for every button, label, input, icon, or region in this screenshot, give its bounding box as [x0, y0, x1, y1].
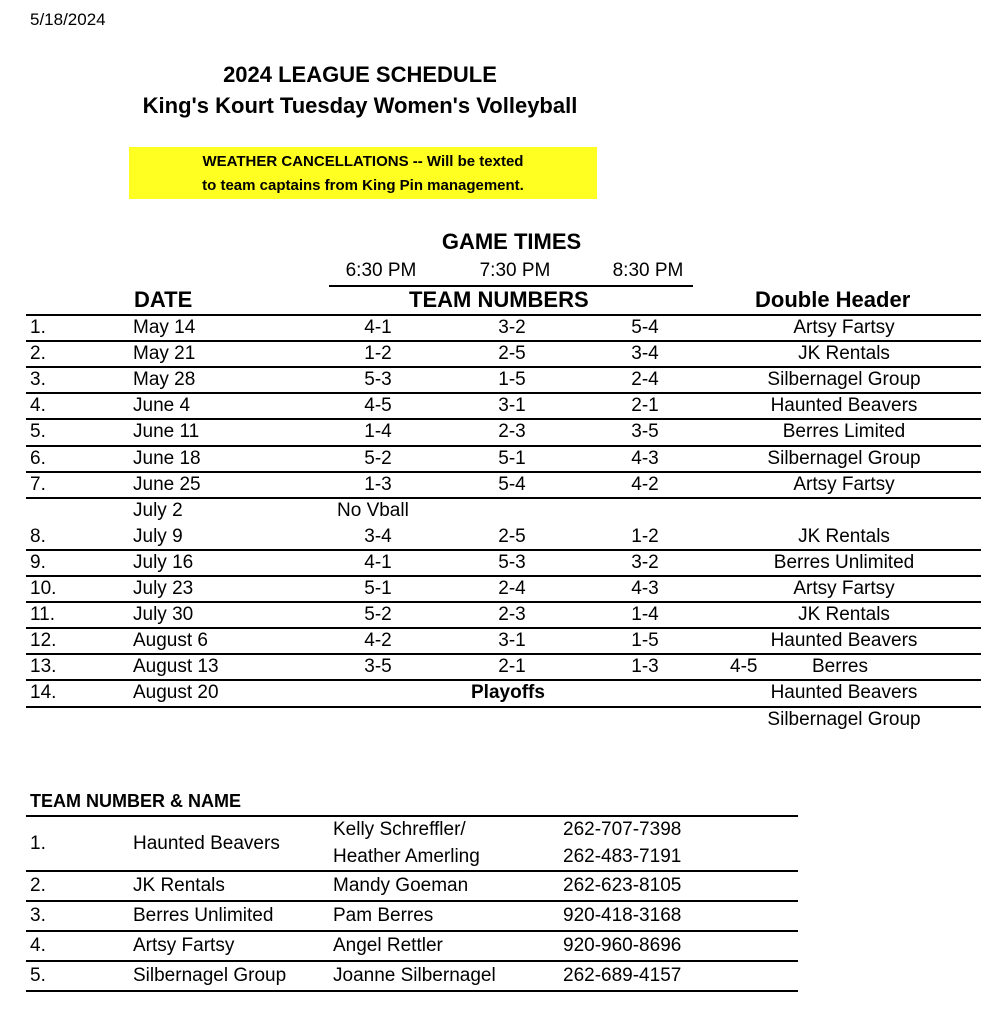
team-number: 2.	[30, 875, 46, 896]
captain-phone: 920-960-8696	[563, 935, 682, 956]
matchup-730: 2-1	[498, 656, 526, 678]
row-number: 1.	[30, 317, 46, 338]
double-header-team: Artsy Fartsy	[793, 578, 895, 599]
team-name: Berres Unlimited	[133, 905, 274, 926]
teams-row-rule	[26, 930, 798, 932]
double-header-team: Berres Limited	[782, 421, 906, 443]
teams-row-rule	[26, 870, 798, 872]
matchup-730: 2-5	[498, 343, 526, 365]
row-number: 3.	[30, 369, 46, 391]
team-number: 1.	[30, 832, 46, 854]
team-number: 4.	[30, 935, 46, 956]
matchup-630: 5-3	[364, 369, 392, 391]
print-date: 5/18/2024	[30, 10, 106, 29]
game-date: May 28	[133, 369, 196, 391]
time-630: 6:30 PM	[345, 260, 417, 281]
matchup-830: 4-3	[631, 578, 659, 599]
double-header-team: Haunted Beavers	[770, 395, 918, 417]
captain-name: Mandy Goeman	[333, 875, 469, 896]
matchup-630: 1-4	[364, 421, 392, 443]
team-name: Artsy Fartsy	[133, 935, 235, 956]
matchup-730: 3-1	[498, 630, 526, 652]
date-column-header: DATE	[134, 287, 193, 312]
matchup-730: 2-3	[498, 604, 526, 626]
double-header-column-header: Double Header	[755, 287, 911, 312]
teams-row-rule	[26, 900, 798, 902]
matchup-730: 5-3	[498, 551, 526, 573]
time-730: 7:30 PM	[479, 260, 551, 281]
game-date: May 14	[133, 317, 196, 338]
matchup-730: 5-4	[498, 473, 526, 495]
double-header-team: JK Rentals	[798, 343, 890, 365]
double-header-team: JK Rentals	[798, 525, 890, 547]
team-numbers-header: TEAM NUMBERS	[409, 287, 589, 312]
teams-row-rule	[26, 990, 798, 992]
page-title: 2024 LEAGUE SCHEDULE	[223, 62, 497, 87]
matchup-830: 4-2	[631, 473, 659, 495]
no-game-note: No Vball	[337, 499, 409, 521]
row-number: 4.	[30, 395, 46, 417]
matchup-830: 3-2	[631, 551, 659, 573]
row-number: 7.	[30, 473, 46, 495]
weather-notice	[129, 147, 597, 199]
game-date: May 21	[133, 343, 196, 365]
teams-table-header: TEAM NUMBER & NAME	[30, 791, 241, 811]
captain-name: Pam Berres	[333, 905, 434, 926]
captain-phone: 262-707-7398	[563, 819, 682, 840]
matchup-730: 1-5	[498, 369, 526, 391]
double-header-team: Haunted Beavers	[770, 630, 918, 652]
game-date: June 4	[133, 395, 191, 417]
double-header-team-extra: Silbernagel Group	[767, 709, 921, 731]
matchup-730: 2-4	[498, 578, 526, 599]
row-number: 10.	[30, 578, 57, 599]
row-number: 12.	[30, 630, 57, 652]
row-number: 5.	[30, 421, 46, 443]
matchup-630: 4-1	[364, 551, 392, 573]
game-date: July 9	[133, 525, 183, 547]
game-date: July 23	[133, 578, 194, 599]
captain-phone: 262-483-7191	[563, 846, 682, 867]
row-number: 13.	[30, 656, 57, 678]
captain-name: Angel Rettler	[333, 935, 443, 956]
matchup-830: 4-3	[631, 447, 659, 469]
captain-phone: 262-623-8105	[563, 875, 682, 896]
matchup-830: 3-5	[631, 421, 659, 443]
double-header-team: Berres	[812, 656, 868, 678]
team-name: Silbernagel Group	[133, 965, 287, 986]
game-date: June 25	[133, 473, 201, 495]
matchup-730: 5-1	[498, 447, 526, 469]
double-header-team: Silbernagel Group	[767, 369, 921, 391]
teams-row-rule	[26, 960, 798, 962]
game-date: July 16	[133, 551, 194, 573]
matchup-830: 2-4	[631, 369, 659, 391]
game-date: July 2	[133, 499, 183, 521]
time-830: 8:30 PM	[612, 260, 684, 281]
game-times-heading: GAME TIMES	[441, 229, 582, 254]
weather-notice-line2: to team captains from King Pin management.	[202, 177, 524, 194]
double-header-matchup: 4-5	[730, 656, 758, 678]
matchup-630: 3-4	[364, 525, 392, 547]
matchup-830: 2-1	[631, 395, 659, 417]
captain-name: Joanne Silbernagel	[333, 965, 496, 986]
row-number: 14.	[30, 682, 57, 704]
row-number: 8.	[30, 525, 46, 547]
matchup-630: 1-3	[364, 473, 392, 495]
double-header-team: Artsy Fartsy	[793, 317, 895, 338]
matchup-630: 5-1	[364, 578, 392, 599]
matchup-630: 5-2	[364, 447, 392, 469]
matchup-830: 1-5	[631, 630, 659, 652]
page-subtitle: King's Kourt Tuesday Women's Volleyball	[142, 93, 578, 118]
matchup-630: 4-1	[364, 317, 392, 338]
row-number: 9.	[30, 551, 46, 573]
matchup-630: 5-2	[364, 604, 392, 626]
matchup-630: 1-2	[364, 343, 392, 365]
team-name: JK Rentals	[133, 875, 225, 896]
game-date: July 30	[133, 604, 194, 626]
matchup-630: 3-5	[364, 656, 392, 678]
double-header-team: Haunted Beavers	[770, 682, 918, 704]
double-header-team: Artsy Fartsy	[793, 473, 895, 495]
matchup-830: 3-4	[631, 343, 659, 365]
double-header-team: Berres Unlimited	[773, 551, 915, 573]
team-name: Haunted Beavers	[133, 832, 280, 854]
game-date: June 18	[133, 447, 201, 469]
double-header-team: JK Rentals	[798, 604, 890, 626]
double-header-team: Silbernagel Group	[767, 447, 921, 469]
matchup-730: 2-3	[498, 421, 526, 443]
row-number: 11.	[30, 604, 56, 626]
matchup-830: 5-4	[631, 317, 659, 338]
matchup-630: 4-2	[364, 630, 392, 652]
matchup-730: 3-2	[498, 317, 526, 338]
team-number: 3.	[30, 905, 46, 926]
captain-phone: 920-418-3168	[563, 905, 682, 926]
game-date: August 6	[133, 630, 208, 652]
matchup-830: 1-3	[631, 656, 659, 678]
row-number: 2.	[30, 343, 46, 365]
captain-phone: 262-689-4157	[563, 965, 682, 986]
captain-name: Heather Amerling	[333, 846, 480, 867]
team-number: 5.	[30, 965, 46, 986]
matchup-730: 3-1	[498, 395, 526, 417]
matchup-730: 2-5	[498, 525, 526, 547]
game-date: August 13	[133, 656, 219, 678]
captain-name: Kelly Schreffler/	[333, 819, 466, 840]
matchup-830: 1-2	[631, 525, 659, 547]
matchup-830: 1-4	[631, 604, 659, 626]
playoffs-label: Playoffs	[471, 682, 545, 704]
row-number: 6.	[30, 447, 46, 469]
game-date: June 11	[133, 421, 200, 443]
matchup-630: 4-5	[364, 395, 392, 417]
weather-notice-line1: WEATHER CANCELLATIONS -- Will be texted	[202, 153, 524, 170]
game-date: August 20	[133, 682, 219, 704]
